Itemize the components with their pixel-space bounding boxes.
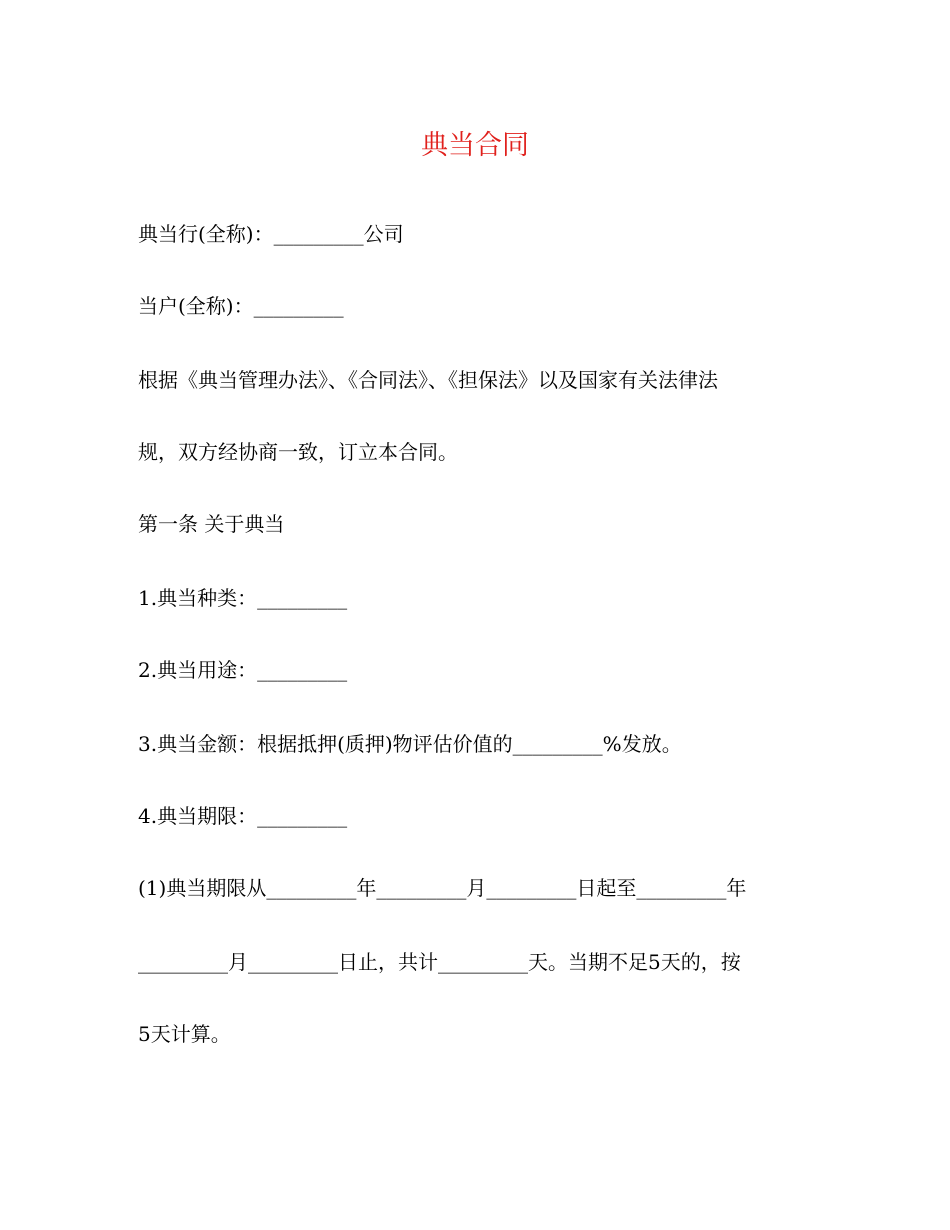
preamble-line-2: 规，双方经协商一致，订立本合同。 [138, 440, 458, 464]
pawn-term-detail-line-2: _________月_________日止，共计_________天。当期不足5天的，按 [138, 950, 741, 974]
pawn-term-detail-line-1: (1)典当期限从_________年_________月_________日起至_________年 [138, 876, 747, 900]
pawn-term-line: 4.典当期限：_________ [138, 804, 348, 828]
pawn-type-line: 1.典当种类：_________ [138, 586, 348, 610]
pawn-term-detail-line-3: 5天计算。 [138, 1022, 231, 1046]
pawnshop-name-line: 典当行(全称)：_________公司 [138, 222, 404, 246]
preamble-line-1: 根据《典当管理办法》、《合同法》、《担保法》以及国家有关法律法 [138, 368, 718, 392]
document-title: 典当合同 [421, 130, 529, 161]
article-1-heading: 第一条 关于典当 [138, 512, 285, 536]
pawn-purpose-line: 2.典当用途：_________ [138, 658, 348, 682]
pawner-name-line: 当户(全称)：_________ [138, 294, 344, 318]
pawn-amount-line: 3.典当金额：根据抵押(质押)物评估价值的_________%发放。 [138, 732, 682, 756]
